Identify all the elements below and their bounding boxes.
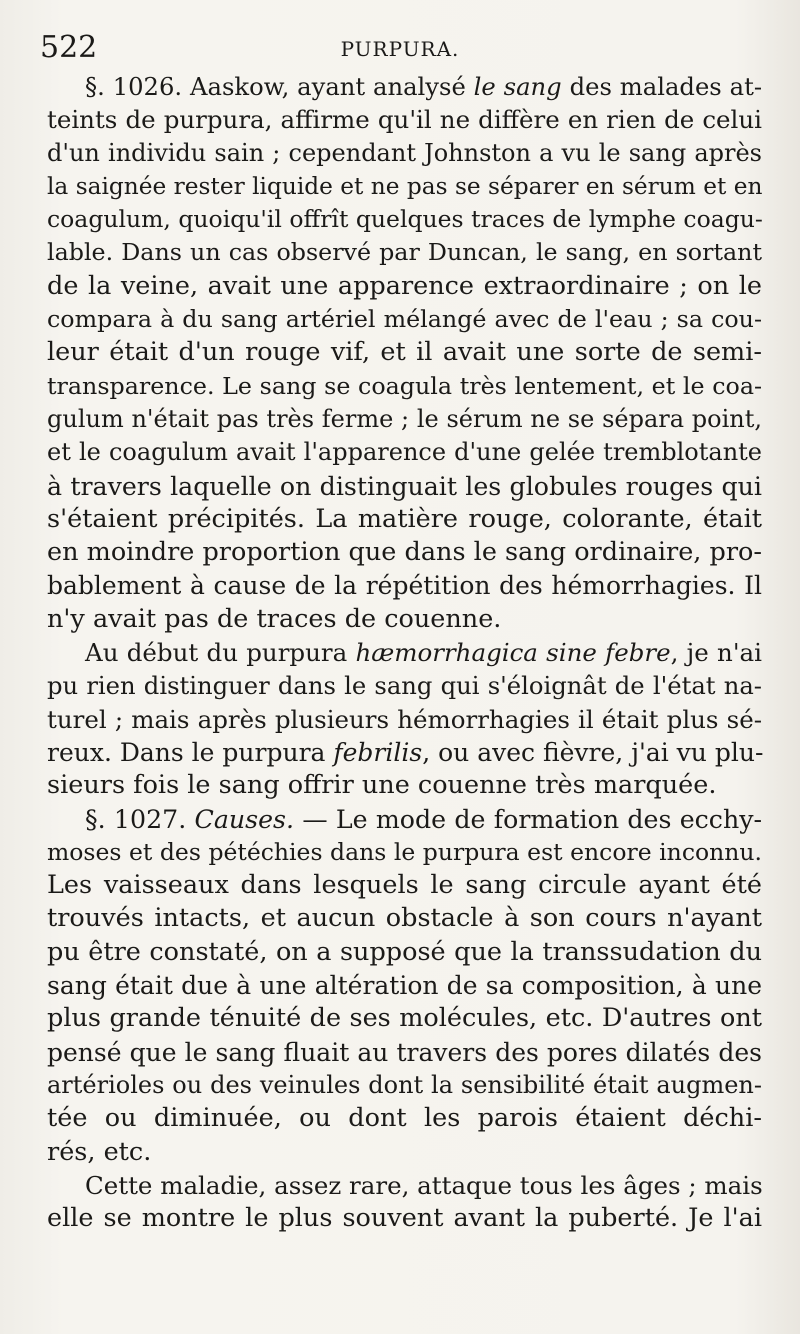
text-line	[47, 769, 762, 802]
text-line	[47, 736, 762, 769]
text-segment: moses et des pétéchies dans le purpura est encore inconnu.	[47, 837, 762, 866]
text-segment: lable. Dans un cas observé par Duncan, le sang, en sortant	[47, 238, 762, 267]
text-line	[47, 103, 762, 136]
text-segment: leur était d'un rouge vif, et il avait une sorte de semi-	[47, 337, 762, 368]
text-segment: §. 1026. Aaskow, ayant analysé	[85, 72, 474, 101]
text-line	[47, 803, 762, 836]
text-line	[47, 236, 762, 269]
text-segment: transparence. Le sang se coagula très lentement, et le coa-	[47, 371, 762, 400]
page-number: 522	[40, 30, 98, 65]
text-line	[47, 869, 762, 902]
text-segment: s'étaient précipités. La matière rouge, colorante, était	[47, 503, 762, 534]
text-line	[47, 1102, 762, 1135]
text-line	[47, 436, 762, 469]
text-line	[47, 137, 762, 170]
text-segment: d'un individu sain ; cependant Johnston a vu le sang après	[47, 138, 762, 167]
italic-phrase: febrilis	[333, 737, 423, 767]
text-line	[47, 1202, 762, 1235]
text-segment: turel ; mais après plusieurs hémorrhagies il était plus sé-	[47, 704, 762, 734]
text-segment: pu être constaté, on a supposé que la transsudation du	[47, 936, 762, 967]
italic-phrase: le sang	[473, 72, 562, 101]
text-segment: coagulum, quoiqu'il offrît quelques traces de lymphe coagu-	[47, 205, 763, 234]
text-segment: n'y avait pas de traces de couenne.	[47, 603, 502, 634]
text-segment: teints de purpura, affirme qu'il ne diffère en rien de celui	[47, 105, 762, 135]
text-line	[47, 170, 762, 203]
text-segment: pensé que le sang fluait au travers des pores dilatés des	[47, 1037, 762, 1067]
text-line	[47, 569, 762, 602]
text-segment: reux. Dans le purpura	[47, 737, 334, 767]
text-segment: rés, etc.	[47, 1136, 152, 1167]
text-line	[47, 470, 762, 503]
text-line	[47, 1169, 762, 1202]
text-segment: des malades at-	[561, 72, 763, 101]
text-segment: gulum n'était pas très ferme ; le sérum ne se sépara point,	[47, 404, 762, 433]
page-header	[40, 28, 760, 68]
text-segment: en moindre proportion que dans le sang ordinaire, pro-	[47, 537, 762, 568]
text-line	[47, 503, 762, 536]
text-line	[47, 669, 762, 702]
text-line	[47, 1136, 762, 1169]
text-line	[47, 403, 762, 436]
text-segment: à travers laquelle on distinguait les globules rouges qui	[47, 471, 762, 501]
text-line	[47, 1002, 762, 1035]
text-line	[47, 1069, 762, 1102]
text-segment: , je n'ai	[670, 638, 762, 668]
text-segment: et le coagulum avait l'apparence d'une gelée tremblotante	[47, 438, 762, 467]
italic-phrase: hæmorrhagica sine febre	[355, 638, 671, 668]
text-segment: sieurs fois le sang offrir une couenne très marquée.	[47, 770, 717, 801]
text-line	[47, 703, 762, 736]
text-segment: Au début du purpura	[85, 638, 356, 668]
text-segment: elle se montre le plus souvent avant la puberté. Je l'ai	[47, 1203, 762, 1234]
text-line	[47, 70, 762, 103]
text-line	[47, 536, 762, 569]
text-segment: Les vaisseaux dans lesquels le sang circule ayant été	[47, 870, 762, 901]
text-line	[47, 203, 762, 236]
text-segment: , ou avec fièvre, j'ai vu plu-	[422, 737, 764, 767]
text-line	[47, 370, 762, 403]
italic-phrase: Causes.	[194, 804, 295, 834]
text-line	[47, 902, 762, 935]
text-segment: bablement à cause de la répétition des hémorrhagies. Il	[47, 571, 762, 601]
text-segment: la saignée rester liquide et ne pas se séparer en sérum et en	[47, 172, 763, 200]
text-segment: trouvés intacts, et aucun obstacle à son cours n'ayant	[47, 903, 762, 934]
text-line	[47, 603, 762, 636]
text-segment: sang était due à une altération de sa composition, à une	[47, 971, 762, 1001]
text-line	[47, 303, 762, 336]
text-line	[47, 636, 762, 669]
text-line	[47, 936, 762, 969]
text-line	[47, 1036, 762, 1069]
text-line	[47, 270, 762, 303]
text-segment: de la veine, avait une apparence extraordinaire ; on le	[47, 270, 762, 301]
text-segment: — Le mode de formation des ecchy-	[294, 804, 762, 834]
text-segment: Cette maladie, assez rare, attaque tous les âges ; mais	[85, 1170, 763, 1200]
text-segment: pu rien distinguer dans le sang qui s'éloignât de l'état na-	[47, 671, 762, 701]
running-head: PURPURA.	[340, 37, 460, 61]
text-line	[47, 336, 762, 369]
text-segment: §. 1027.	[85, 804, 195, 834]
text-segment: compara à du sang artériel mélangé avec de l'eau ; sa cou-	[47, 305, 762, 334]
text-segment: tée ou diminuée, ou dont les parois étaient déchi-	[47, 1103, 762, 1134]
body-text	[47, 70, 762, 1235]
text-line	[47, 969, 762, 1002]
text-segment: plus grande ténuité de ses molécules, etc. D'autres ont	[47, 1003, 762, 1034]
text-line	[47, 836, 762, 869]
text-segment: artérioles ou des veinules dont la sensibilité était augmen-	[47, 1070, 762, 1099]
